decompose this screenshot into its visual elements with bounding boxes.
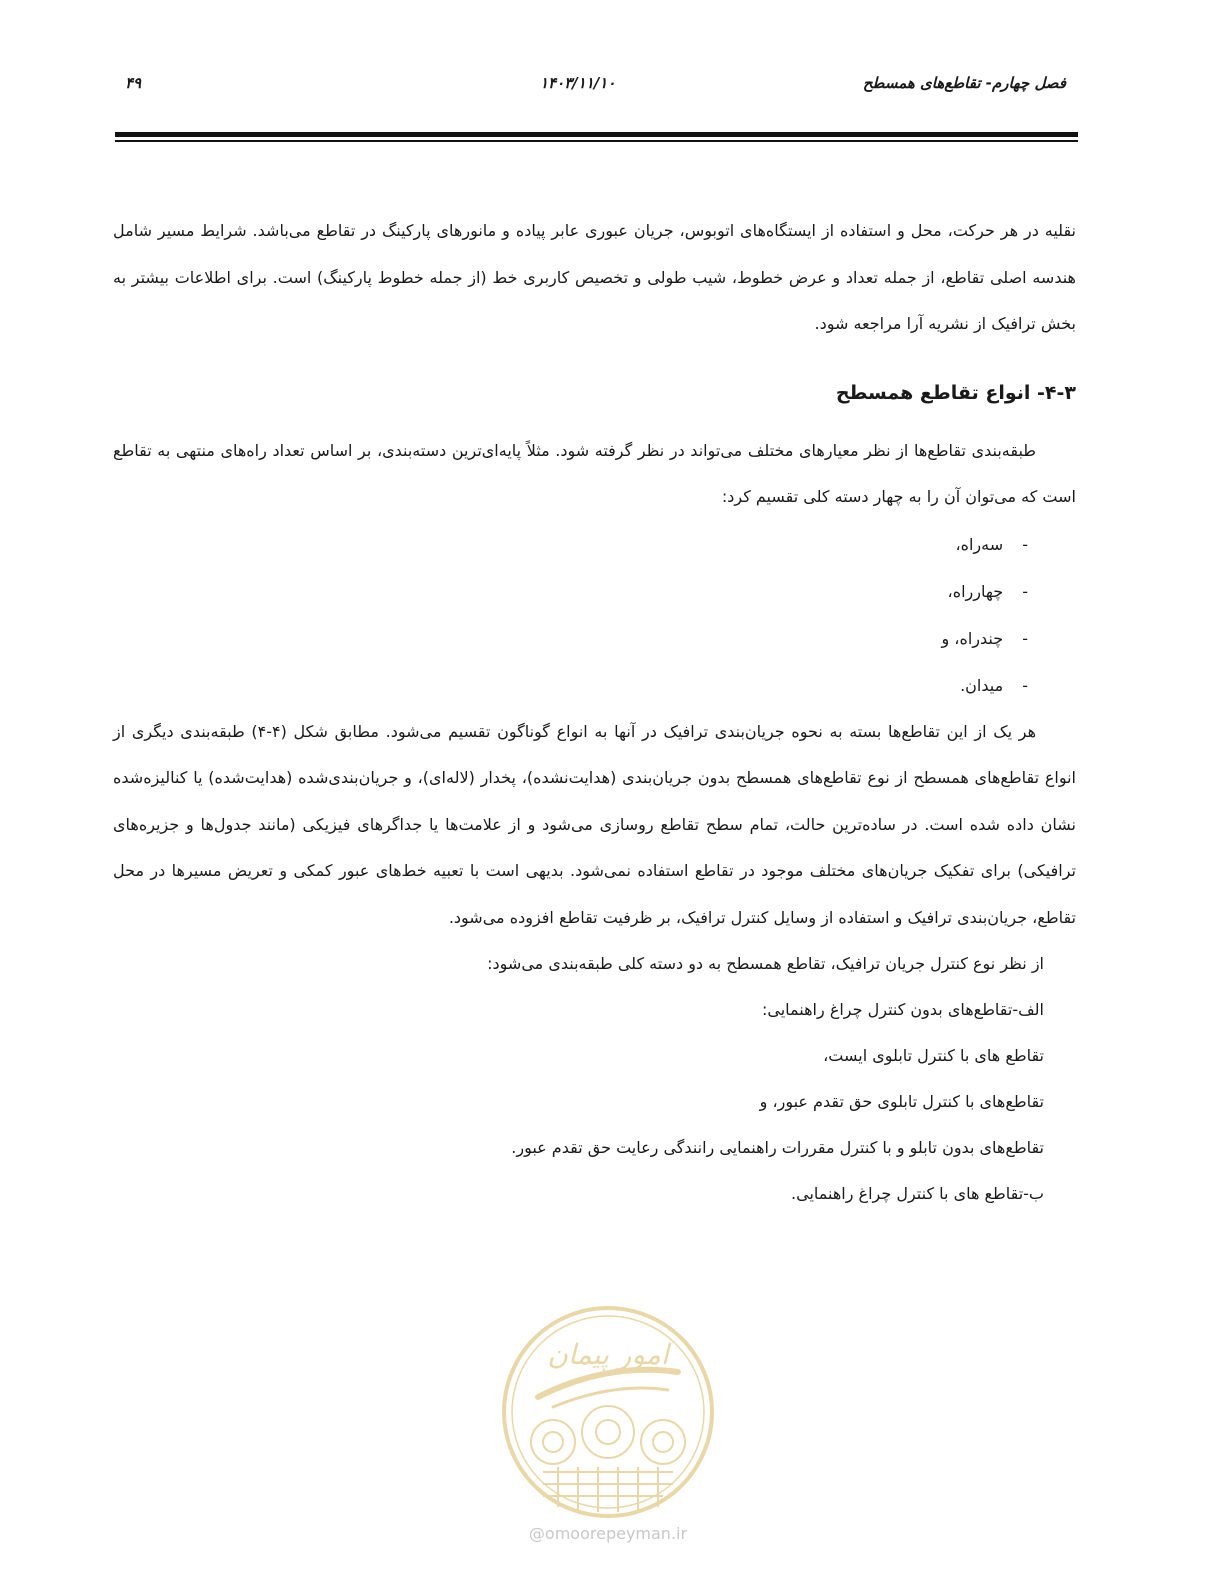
page-number: ۴۹ bbox=[125, 74, 142, 92]
group-a-item: تقاطع‌های بدون تابلو و با کنترل مقررات راهنمایی رانندگی رعایت حق تقدم عبور. bbox=[511, 1138, 1044, 1157]
watermark-logo bbox=[498, 1302, 718, 1522]
list-item: - سه‌راه، bbox=[113, 521, 1028, 568]
section-intro-paragraph: طبقه‌بندی تقاطع‌ها از نظر معیارهای مختلف می‌تواند در نظر گرفته شود. مثلاً پایه‌ای‌ترین دسته‌بندی، بر اساس تعداد راه‌های منتهی به تقاطع است که می‌توان آن را به چهار دسته کلی تقسیم کرد: bbox=[113, 440, 1076, 506]
group-a-item: تقاطع های با کنترل تابلوی ایست، bbox=[823, 1046, 1044, 1065]
watermark-website: @omoorepeyman.ir bbox=[528, 1524, 688, 1543]
section-heading: ۴-۳- انواع تقاطع همسطح bbox=[835, 381, 1076, 404]
list-item: - چندراه، و bbox=[113, 615, 1028, 662]
header-rule-thin bbox=[115, 140, 1078, 142]
group-a-title: الف-تقاطع‌های بدون کنترل چراغ راهنمایی: bbox=[761, 1000, 1044, 1019]
list-item: - چهارراه، bbox=[113, 568, 1028, 615]
group-a-item: تقاطع‌های با کنترل تابلوی حق تقدم عبور، و bbox=[759, 1092, 1044, 1111]
intersection-types-list bbox=[113, 521, 1076, 709]
chapter-title: فصل چهارم- تقاطع‌های همسطح bbox=[862, 74, 1066, 92]
page-body bbox=[113, 208, 1076, 1217]
page-header bbox=[115, 74, 1078, 102]
header-date: ۱۴۰۳/۱۱/۱۰ bbox=[540, 74, 616, 92]
channelization-paragraph: هر یک از این تقاطع‌ها بسته به نحوه جریان‌بندی ترافیک در آنها به انواع گوناگون تقسیم می‌شود. مطابق شکل (۴-۴) طبقه‌بندی دیگری از انواع تقاطع‌های همسطح از نوع تقاطع‌های همسطح بدون جریان‌بندی (هدایت‌نشده)، پخدار (لاله‌ای)، و جریان‌بندی‌شده (هدایت‌شده) یا کنالیزه‌شده نشان داده شده است. در ساده‌ترین حالت، تمام سطح تقاطع روسازی می‌شود و از علامت‌ها یا جداگرهای فیزیکی (مانند جدول‌ها و جزیره‌های ترافیکی) برای تفکیک جریان‌های مختلف موجود در تقاطع استفاده نمی‌شود. بدیهی است با تعبیه خط‌های عبور کمکی و تعریض مسیرها در محل تقاطع، جریان‌بندی ترافیک و استفاده از وسایل کنترل ترافیک، بر ظرفیت تقاطع افزوده می‌شود. bbox=[113, 721, 1076, 927]
list-item: - میدان. bbox=[113, 662, 1028, 709]
header-rule-thick bbox=[115, 132, 1078, 137]
group-b-title: ب-تقاطع های با کنترل چراغ راهنمایی. bbox=[791, 1184, 1044, 1203]
intro-paragraph: نقلیه در هر حرکت، محل و استفاده از ایستگاه‌های اتوبوس، جریان عبوری عابر پیاده و مانورهای پارکینگ در تقاطع می‌باشد. شرایط مسیر شامل هندسه اصلی تقاطع، از جمله تعداد و عرض خطوط، شیب طولی و تخصیص کاربری خط (از جمله خطوط پارکینگ) است. برای اطلاعات بیشتر به بخش ترافیک از نشریه آرا مراجعه شود. bbox=[113, 221, 1076, 333]
watermark-logo-text: امور پیمان bbox=[547, 1338, 669, 1371]
classification-intro: از نظر نوع کنترل جریان ترافیک، تقاطع همسطح به دو دسته کلی طبقه‌بندی می‌شود: bbox=[487, 954, 1044, 973]
control-classification bbox=[113, 941, 1076, 1217]
